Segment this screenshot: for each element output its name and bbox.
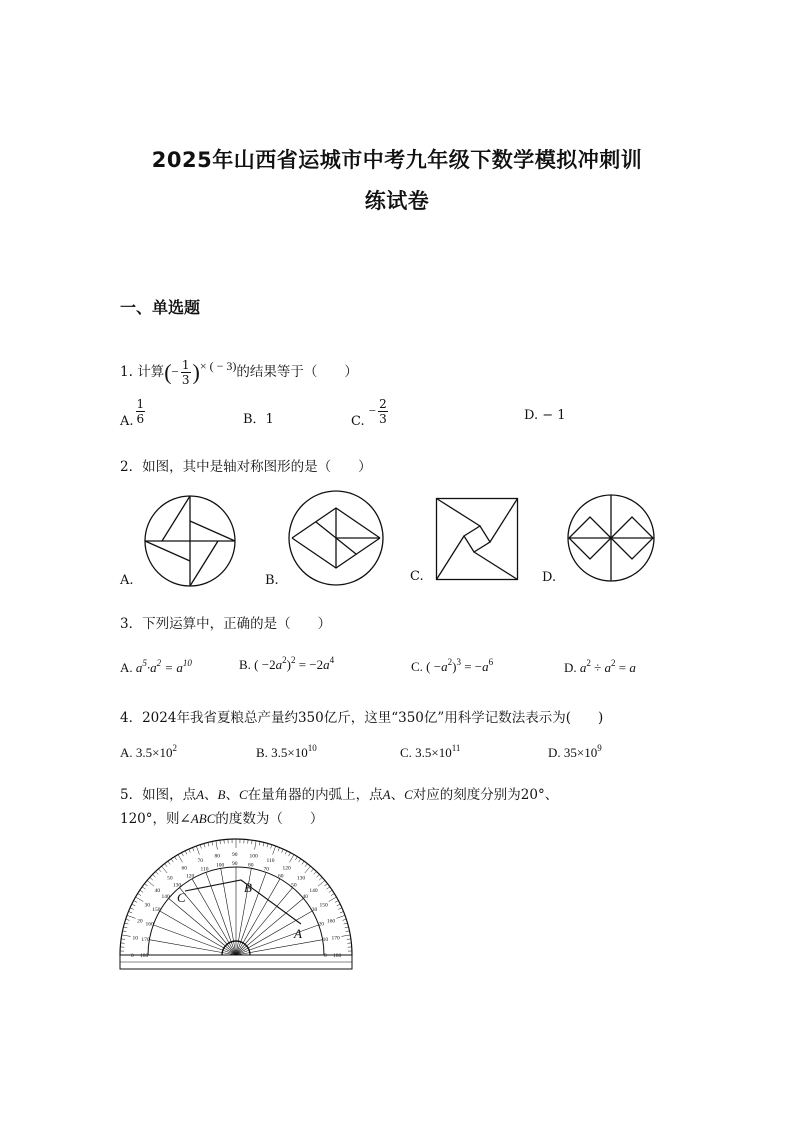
protractor-scale-number: 0 [131,953,134,959]
q2-figure-a [140,495,240,587]
protractor-tick [145,884,148,886]
protractor-tick [189,849,191,853]
protractor-tick [311,869,314,872]
protractor-scale-number: 140 [161,893,170,900]
q1-option-a-den: 6 [136,412,145,426]
protractor-tick [155,872,158,875]
protractor-tick [185,851,187,855]
q1-number: 1. [120,364,133,380]
protractor-tick [271,845,272,849]
protractor-scale-number: 80 [248,862,254,869]
protractor-tick [318,880,325,886]
q4-option-d-exp: 9 [597,743,602,753]
protractor-scale-number: 10 [322,937,329,943]
protractor-tick [153,874,156,877]
protractor-scale-number: 130 [296,875,306,882]
protractor-scale-number: 110 [200,866,209,873]
protractor-tick [346,931,350,932]
q4-option-c-base: 3.5×10 [415,745,452,760]
q1-suffix: 的结果等于（ ） [236,364,358,380]
protractor-tick [216,841,218,850]
protractor-tick [347,939,351,940]
q4-option-a-base: 3.5×10 [135,745,173,760]
q4-option-d-base: 35×10 [563,745,598,760]
protractor-scale-number: 100 [216,862,225,869]
protractor-tick [338,908,342,910]
q2-label-c: C. [410,569,424,584]
protractor-tick [126,919,130,920]
q3-option-b [239,655,334,673]
protractor-scale-number: 180 [333,953,342,959]
protractor-tick [130,908,134,910]
q5-point-a: A [196,787,205,802]
q1-option-b: B．1 [243,412,274,427]
q3-option-a-expr: $a^5\cdot a^2 = a^{10}$ [135,658,192,675]
q2-figure-b [288,490,384,586]
protractor-tick [158,869,161,872]
protractor-tick [140,890,143,892]
q5-point-b: B [217,787,226,802]
protractor-tick [168,861,170,864]
protractor-tick [255,841,257,850]
q1-option-c-fraction [378,398,388,425]
protractor-scale-number: 70 [263,866,269,873]
q2-label-d: D. [542,570,557,585]
q1-prefix: 计算 [137,364,165,380]
protractor-label-a: A [294,926,302,941]
q1-option-c-minus: − [368,403,377,418]
protractor-tick [295,857,297,860]
q1-option-a [120,398,147,429]
protractor-tick [123,931,127,932]
q2-figure-c [436,498,518,580]
protractor-scale-number: 30 [144,902,150,909]
protractor-tick [123,927,127,928]
protractor-scale-number: 20 [137,918,143,925]
q1-fraction [181,359,191,386]
protractor-figure [118,845,354,971]
protractor-tick [329,890,332,892]
section-heading: 一、单选题 [120,298,201,317]
protractor-tick [175,857,177,860]
protractor-scale-number: 10 [132,935,138,942]
protractor-scale-number: 180 [140,953,149,959]
protractor-tick [138,894,141,896]
protractor-tick [204,844,205,848]
q4-option-b-label: B. [256,745,268,760]
protractor-tick [289,853,291,857]
protractor-scale-number: 160 [145,921,154,928]
protractor-tick [324,884,327,886]
q4-option-a [120,743,177,761]
q1-frac-num: 1 [181,358,190,372]
q4-option-c-label: C. [400,745,412,760]
q5-line2-post: 的度数为（ ） [215,811,324,827]
page-title-line-1: 2025年山西省运城市中考九年级下数学模拟冲刺训 [151,148,643,172]
q3-option-b-expr: ( $-2a^2)^2 = -2a^4$ [254,655,335,672]
protractor-tick [278,847,280,851]
protractor-tick [267,844,268,848]
protractor-tick [273,846,276,855]
q1-option-c-label: C. [351,414,365,429]
q5-sep-3: 、 [390,787,405,803]
q5-line2-pre: 120°，则∠ [120,811,191,827]
q4-option-c-exp: 11 [451,743,461,753]
protractor-tick [305,866,311,873]
protractor-scale-number: 90 [232,852,238,858]
q1-option-a-label: A. [120,414,134,429]
q5-line1-post: 对应的刻度分别为20°、 [412,787,559,803]
q1-option-a-num: 1 [136,397,145,411]
protractor-scale-number: 60 [278,873,284,880]
protractor-tick [196,846,199,855]
protractor-tick [285,851,287,855]
protractor-tick [344,923,348,924]
protractor-scale-number: 50 [167,875,173,882]
q4-option-b-exp: 10 [307,743,317,753]
protractor-tick [252,840,253,844]
protractor-tick [290,855,295,863]
protractor-scale-number: 70 [197,858,203,865]
q4-option-d [548,743,602,761]
question-1 [120,352,358,387]
protractor-scale-number: 60 [181,865,187,872]
protractor-tick [161,866,167,873]
protractor-tick [305,864,307,867]
protractor-scale-number: 160 [326,918,336,925]
q5-line1-mid: 在量角器的内弧上，点 [247,787,383,803]
question-5-line-2 [120,807,323,827]
q5-angle: ABC [190,811,216,826]
protractor-tick [142,887,145,889]
q5-line1-pre: 5．如图，点 [120,787,197,803]
q4-option-d-label: D. [548,745,561,760]
protractor-tick [165,864,167,867]
protractor-scale-number: 140 [309,888,318,895]
q5-point-c: C [239,787,248,802]
q3-option-c [411,657,493,675]
q5-sep-2: 、 [225,787,239,803]
protractor-tick [147,880,154,886]
protractor-tick [121,939,125,940]
protractor-scale-number: 40 [302,893,308,900]
q1-option-c-num: 2 [379,397,387,411]
protractor-tick [171,859,173,862]
protractor-tick [263,842,264,846]
question-3: 3．下列运算中，正确的是（ ） [120,616,332,632]
protractor-scale-number: 40 [154,888,161,895]
q1-times-part: × ( − 3) [199,359,237,373]
q3-option-c-expr: ( $-a^2)^3 = -a^6$ [426,657,494,674]
protractor-tick [122,935,131,937]
q3-option-c-label: C. [411,659,423,674]
protractor-scale-number: 20 [318,921,324,928]
protractor-tick [150,877,153,880]
protractor-tick [212,842,213,846]
protractor-tick [335,901,339,903]
q5-point-c-2: C [404,787,413,802]
protractor-tick [302,861,304,864]
protractor-tick [125,923,129,924]
protractor-tick [331,894,334,896]
question-2: 2．如图，其中是轴对称图形的是（ ） [120,459,372,475]
protractor-scale-number: 30 [311,907,318,913]
q1-option-d: D. − 1 [524,408,566,423]
q4-option-c [400,743,460,761]
protractor-tick [132,904,136,906]
protractor-tick [259,842,260,846]
q1-right-paren: ) [192,359,200,385]
protractor-tick [193,847,195,851]
protractor-tick [340,912,344,914]
q1-option-c-den: 3 [379,412,387,426]
protractor-scale-number: 90 [232,861,238,867]
protractor-scale-number: 80 [214,853,220,860]
q1-frac-den: 3 [181,373,190,387]
protractor-scale-number: 110 [266,858,275,865]
q3-option-a [120,658,192,676]
protractor-scale-number: 50 [291,882,297,889]
protractor-scale-number: 170 [141,937,150,943]
protractor-tick [299,859,301,862]
protractor-scale-number: 120 [282,865,291,872]
protractor-scale-number: 150 [319,902,328,909]
q4-option-a-label: A. [120,745,133,760]
q3-option-d-label: D. [564,660,577,675]
protractor-label-b: B [244,880,252,895]
q1-minus: − [171,364,179,379]
protractor-tick [134,901,138,903]
protractor-tick [329,897,337,902]
question-4: 4．2024年我省夏粮总产量约350亿斤，这里“350亿”用科学记数法表示为( ) [120,710,604,726]
protractor-tick [200,845,201,849]
q3-option-d [564,658,636,676]
q2-label-a: A. [120,573,134,588]
q4-option-b-base: 3.5×10 [271,745,308,760]
protractor-scale-number: 100 [249,853,258,860]
protractor-tick [317,874,320,877]
q3-option-a-label: A. [120,660,133,675]
protractor-tick [345,927,349,928]
q5-point-a-2: A [382,787,391,802]
q5-sep-1: 、 [204,787,218,803]
q2-label-b: B. [265,573,279,588]
page-title-line-2: 练试卷 [364,189,430,213]
protractor-tick [337,915,346,918]
protractor-tick [341,935,350,937]
protractor-tick [282,849,284,853]
protractor-tick [178,855,183,863]
protractor-scale-number: 170 [331,935,340,942]
protractor-tick [208,842,209,846]
q2-figure-d [566,494,656,582]
protractor-tick [127,915,136,918]
q4-option-b [256,743,317,761]
protractor-tick [343,919,347,920]
protractor-tick [337,904,341,906]
protractor-scale-number: 120 [186,873,195,880]
protractor-tick [220,840,221,844]
q1-option-c [351,398,390,429]
q4-option-a-exp: 2 [172,743,177,753]
protractor-label-c: C [177,890,186,905]
q1-left-paren: ( [164,359,172,385]
protractor-tick [136,897,144,902]
protractor-tick [314,872,317,875]
q3-option-b-label: B. [239,657,251,672]
question-5-line-1 [120,783,558,803]
q1-option-a-fraction [136,398,146,425]
protractor-tick [128,912,132,914]
protractor-tick [327,887,330,889]
protractor-tick [319,877,322,880]
protractor-scale-number: 0 [324,953,327,959]
protractor-scale-number: 150 [152,907,161,913]
protractor-scale-number: 130 [172,882,182,889]
q3-option-d-expr: $a^2 \div a^2 = a$ [579,658,636,675]
protractor-tick [182,853,184,857]
